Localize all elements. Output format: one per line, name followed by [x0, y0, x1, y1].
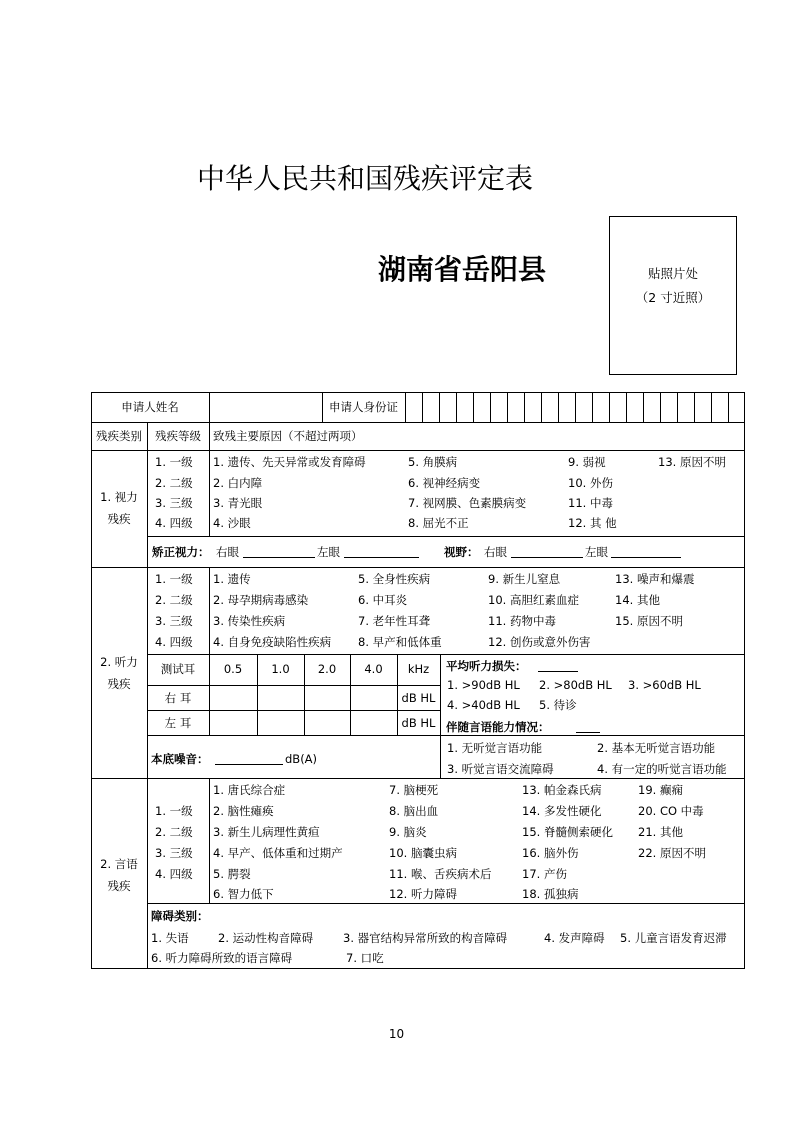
average-loss-label: 平均听力损失：	[446, 659, 527, 673]
vision-cause-option[interactable]: 5. 角膜病	[408, 455, 458, 469]
background-noise-field[interactable]	[215, 752, 283, 765]
hearing-category-label: 残疾	[107, 677, 131, 691]
speech-cause-option[interactable]: 22. 原因不明	[638, 846, 706, 860]
disorder-type-option[interactable]: 3. 器官结构异常所致的构音障碍	[343, 931, 508, 945]
corrected-right-eye-field[interactable]	[243, 545, 315, 558]
visual-field-right-label: 右眼	[484, 545, 507, 559]
vision-cause-option[interactable]: 12. 其 他	[568, 516, 617, 530]
hearing-grade-option[interactable]: 3. 三级	[155, 614, 193, 628]
background-noise-unit: dB(A)	[285, 752, 318, 766]
frequency-unit: kHz	[407, 662, 430, 676]
frequency-header: 1.0	[271, 662, 290, 676]
hearing-cause-option[interactable]: 8. 早产和低体重	[358, 635, 442, 649]
left-ear-threshold-cells[interactable]	[210, 711, 396, 734]
speech-cause-option[interactable]: 8. 脑出血	[389, 804, 439, 818]
vision-grade-option[interactable]: 4. 四级	[155, 516, 193, 530]
hearing-cause-option[interactable]: 7. 老年性耳聋	[358, 614, 431, 628]
hearing-cause-option[interactable]: 15. 原因不明	[615, 614, 683, 628]
speech-cause-option[interactable]: 15. 脊髓侧索硬化	[522, 825, 613, 839]
hearing-cause-option[interactable]: 6. 中耳炎	[358, 593, 408, 607]
hearing-loss-option[interactable]: 4. >40dB HL	[447, 698, 520, 712]
applicant-id-label: 申请人身份证	[329, 400, 398, 414]
speech-category-label: 残疾	[107, 879, 131, 893]
speech-cause-option[interactable]: 5. 腭裂	[213, 867, 251, 881]
hearing-cause-option[interactable]: 3. 传染性疾病	[213, 614, 286, 628]
speech-cause-option[interactable]: 1. 唐氏综合症	[213, 783, 286, 797]
vision-cause-option[interactable]: 1. 遗传、先天异常或发育障碍	[213, 455, 366, 469]
hearing-cause-option[interactable]: 11. 药物中毒	[488, 614, 556, 628]
db-unit: dB HL	[401, 716, 436, 730]
corrected-left-eye-label: 左眼	[317, 545, 340, 559]
speech-ability-label: 伴随言语能力情况：	[446, 720, 550, 734]
photo-box[interactable]	[609, 216, 737, 375]
visual-field-left-label: 左眼	[585, 545, 608, 559]
photo-label: 贴照片处	[647, 266, 698, 281]
visual-field-label: 视野：	[444, 545, 479, 559]
speech-cause-option[interactable]: 12. 听力障碍	[389, 887, 457, 901]
speech-cause-option[interactable]: 21. 其他	[638, 825, 683, 839]
speech-cause-option[interactable]: 9. 脑炎	[389, 825, 427, 839]
vision-cause-option[interactable]: 11. 中毒	[568, 496, 613, 510]
region-name: 湖南省岳阳县	[378, 253, 547, 286]
speech-cause-option[interactable]: 16. 脑外伤	[522, 846, 579, 860]
hearing-cause-option[interactable]: 12. 创伤或意外伤害	[488, 635, 591, 649]
speech-cause-option[interactable]: 19. 癫痫	[638, 783, 683, 797]
average-loss-field[interactable]	[538, 659, 578, 672]
speech-cause-option[interactable]: 4. 早产、低体重和过期产	[213, 846, 343, 860]
hearing-loss-option[interactable]: 5. 待诊	[539, 698, 577, 712]
corrected-vision-label: 矫正视力：	[152, 545, 210, 559]
speech-cause-option[interactable]: 14. 多发性硬化	[522, 804, 602, 818]
disorder-type-option[interactable]: 5. 儿童言语发育迟滞	[620, 931, 727, 945]
applicant-name-field[interactable]	[211, 394, 320, 420]
vision-grade-option[interactable]: 2. 二级	[155, 476, 193, 490]
vision-cause-option[interactable]: 6. 视神经病变	[408, 476, 481, 490]
row-divider	[147, 654, 745, 655]
hearing-cause-option[interactable]: 9. 新生儿窒息	[488, 572, 561, 586]
speech-ability-option[interactable]: 3. 听觉言语交流障碍	[447, 762, 554, 776]
test-ear-label: 测试耳	[160, 662, 196, 676]
row-divider	[91, 778, 745, 779]
hearing-cause-option[interactable]: 4. 自身免疫缺陷性疾病	[213, 635, 332, 649]
hearing-cause-option[interactable]: 13. 噪声和爆震	[615, 572, 695, 586]
vision-cause-option[interactable]: 8. 屈光不正	[408, 516, 469, 530]
visual-field-left-field[interactable]	[611, 545, 681, 558]
hearing-loss-option[interactable]: 1. >90dB HL	[447, 678, 520, 692]
applicant-id-field[interactable]	[407, 394, 743, 420]
frequency-header: 2.0	[317, 662, 337, 676]
cause-header: 致残主要原因（不超过两项）	[213, 429, 363, 443]
db-unit: dB HL	[401, 691, 436, 705]
hearing-category-label: 2. 听力	[100, 655, 138, 669]
col-divider	[405, 392, 406, 422]
form-title: 中华人民共和国残疾评定表	[197, 162, 534, 195]
row-divider	[147, 536, 745, 537]
vision-cause-option[interactable]: 10. 外伤	[568, 476, 613, 490]
row-divider	[91, 450, 745, 451]
background-noise-label: 本底噪音：	[151, 752, 209, 766]
vision-grade-option[interactable]: 1. 一级	[155, 455, 193, 469]
speech-cause-option[interactable]: 10. 脑囊虫病	[389, 846, 457, 860]
disorder-type-option[interactable]: 6. 听力障碍所致的语言障碍	[151, 951, 293, 965]
photo-size-note: （2 寸近照）	[635, 290, 711, 305]
corrected-right-eye-label: 右眼	[216, 545, 239, 559]
speech-ability-option[interactable]: 4. 有一定的听觉言语功能	[597, 762, 727, 776]
col-divider	[209, 567, 210, 654]
disorder-type-label: 障碍类别：	[151, 909, 209, 923]
speech-grade-option[interactable]: 4. 四级	[155, 867, 193, 881]
hearing-cause-option[interactable]: 14. 其他	[615, 593, 660, 607]
disorder-type-option[interactable]: 2. 运动性构音障碍	[218, 931, 314, 945]
speech-cause-option[interactable]: 3. 新生儿病理性黄疸	[213, 825, 320, 839]
vision-cause-option[interactable]: 7. 视网膜、色素膜病变	[408, 496, 527, 510]
category-header: 残疾类别	[96, 429, 142, 443]
disorder-type-option[interactable]: 4. 发声障碍	[544, 931, 605, 945]
hearing-cause-option[interactable]: 1. 遗传	[213, 572, 251, 586]
speech-cause-option[interactable]: 20. CO 中毒	[638, 804, 704, 818]
speech-ability-option[interactable]: 1. 无听觉言语功能	[447, 741, 543, 755]
speech-category-label: 2. 言语	[100, 857, 138, 871]
right-ear-threshold-cells[interactable]	[210, 686, 396, 709]
speech-ability-option[interactable]: 2. 基本无听觉言语功能	[597, 741, 716, 755]
speech-cause-option[interactable]: 18. 孤独病	[522, 887, 579, 901]
hearing-loss-option[interactable]: 2. >80dB HL	[539, 678, 612, 692]
speech-grade-option[interactable]: 3. 三级	[155, 846, 193, 860]
col-divider	[209, 392, 210, 422]
hearing-cause-option[interactable]: 10. 高胆红素血症	[488, 593, 579, 607]
col-divider	[209, 422, 210, 536]
col-divider	[440, 654, 441, 778]
vision-cause-option[interactable]: 9. 弱视	[568, 455, 606, 469]
frequency-header: 0.5	[223, 662, 243, 676]
grade-header: 残疾等级	[155, 429, 201, 443]
vision-cause-option[interactable]: 3. 青光眼	[213, 496, 263, 510]
speech-cause-option[interactable]: 6. 智力低下	[213, 887, 274, 901]
disorder-type-option[interactable]: 7. 口吃	[346, 951, 384, 965]
row-divider	[147, 903, 745, 904]
row-divider	[440, 735, 745, 736]
row-divider	[91, 422, 745, 423]
hearing-grade-option[interactable]: 4. 四级	[155, 635, 193, 649]
speech-cause-option[interactable]: 7. 脑梗死	[389, 783, 439, 797]
disorder-type-option[interactable]: 1. 失语	[151, 931, 189, 945]
corrected-left-eye-field[interactable]	[344, 545, 419, 558]
vision-cause-option[interactable]: 13. 原因不明	[658, 455, 726, 469]
frequency-header: 4.0	[364, 662, 383, 676]
applicant-name-label: 申请人姓名	[121, 400, 179, 414]
row-divider	[147, 735, 440, 736]
hearing-cause-option[interactable]: 5. 全身性疾病	[358, 572, 431, 586]
col-divider	[209, 778, 210, 903]
vision-category-label: 1. 视力	[100, 490, 138, 504]
speech-cause-option[interactable]: 2. 脑性瘫痪	[213, 804, 274, 818]
speech-ability-field[interactable]	[576, 720, 600, 733]
hearing-cause-option[interactable]: 2. 母孕期病毒感染	[213, 593, 309, 607]
visual-field-right-field[interactable]	[511, 545, 583, 558]
vision-cause-option[interactable]: 2. 白内障	[213, 476, 263, 490]
speech-grade-option[interactable]: 2. 二级	[155, 825, 193, 839]
hearing-grade-option[interactable]: 2. 二级	[155, 593, 193, 607]
hearing-grade-option[interactable]: 1. 一级	[155, 572, 193, 586]
speech-cause-option[interactable]: 11. 喉、舌疾病术后	[389, 867, 492, 881]
speech-grade-option[interactable]: 1. 一级	[155, 804, 193, 818]
speech-cause-option[interactable]: 13. 帕金森氏病	[522, 783, 602, 797]
vision-category-label: 残疾	[107, 512, 131, 526]
hearing-loss-option[interactable]: 3. >60dB HL	[628, 678, 701, 692]
vision-cause-option[interactable]: 4. 沙眼	[213, 516, 251, 530]
right-ear-label: 右 耳	[164, 691, 192, 705]
left-ear-label: 左 耳	[164, 716, 192, 730]
vision-grade-option[interactable]: 3. 三级	[155, 496, 193, 510]
page-number: 10	[388, 1027, 405, 1041]
row-divider	[91, 567, 745, 568]
speech-cause-option[interactable]: 17. 产伤	[522, 867, 567, 881]
